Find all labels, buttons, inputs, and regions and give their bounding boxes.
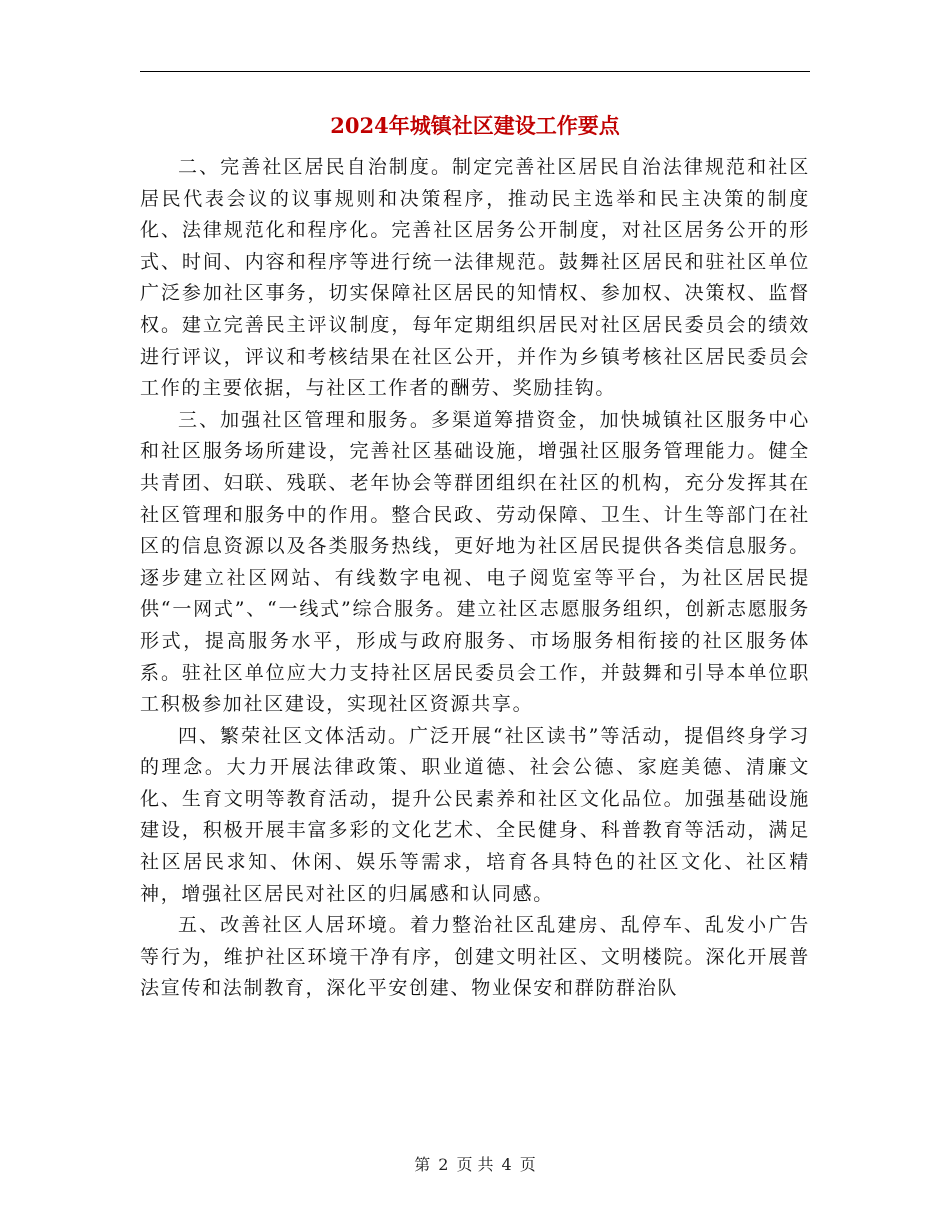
- paragraph-section-5: 五、改善社区人居环境。着力整治社区乱建房、乱停车、乱发小广告等行为，维护社区环境干净有序，创建文明社区、文明楼院。深化开展普法宣传和法制教育，深化平安创建、物业保安和群防群治队: [140, 914, 810, 1000]
- paragraph-section-3: 三、加强社区管理和服务。多渠道筹措资金，加快城镇社区服务中心和社区服务场所建设，完善社区基础设施，增强社区服务管理能力。健全共青团、妇联、残联、老年协会等群团组织在社区的机构，充分发挥其在社区管理和服务中的作用。整合民政、劳动保障、卫生、计生等部门在社区的信息资源以及各类服务热线，更好地为社区居民提供各类信息服务。逐步建立社区网站、有线数字电视、电子阅览室等平台，为社区居民提供“一网式”、“一线式”综合服务。建立社区志愿服务组织，创新志愿服务形式，提高服务水平，形成与政府服务、市场服务相衔接的社区服务体系。驻社区单位应大力支持社区居民委员会工作，并鼓舞和引导本单位职工积极参加社区建设，实现社区资源共享。: [140, 408, 810, 716]
- page-number-footer: [0, 1154, 950, 1176]
- document-body: [140, 152, 810, 1005]
- footer-suffix: 页: [519, 1155, 536, 1174]
- document-title: 2024年城镇社区建设工作要点: [330, 113, 620, 138]
- current-page-number: 2: [438, 1155, 449, 1174]
- footer-prefix: 第: [414, 1155, 431, 1174]
- footer-middle: 页 共: [456, 1155, 494, 1174]
- paragraph-section-4: 四、繁荣社区文体活动。广泛开展“社区读书”等活动，提倡终身学习的理念。大力开展法律政策、职业道德、社会公德、家庭美德、清廉文化、生育文明等教育活动，提升公民素养和社区文化品位。加强基础设施建设，积极开展丰富多彩的文化艺术、全民健身、科普教育等活动，满足社区居民求知、休闲、娱乐等需求，培育各具特色的社区文化、社区精神，增强社区居民对社区的归属感和认同感。: [140, 724, 810, 905]
- header-rule: [140, 71, 810, 72]
- total-page-count: 4: [501, 1155, 512, 1174]
- paragraph-section-2: 二、完善社区居民自治制度。制定完善社区居民自治法律规范和社区居民代表会议的议事规则和决策程序，推动民主选举和民主决策的制度化、法律规范化和程序化。完善社区居务公开制度，对社区居务公开的形式、时间、内容和程序等进行统一法律规范。鼓舞社区居民和驻社区单位广泛参加社区事务，切实保障社区居民的知情权、参加权、决策权、监督权。建立完善民主评议制度，每年定期组织居民对社区居民委员会的绩效进行评议，评议和考核结果在社区公开，并作为乡镇考核社区居民委员会工作的主要依据，与社区工作者的酬劳、奖励挂钩。: [140, 156, 810, 400]
